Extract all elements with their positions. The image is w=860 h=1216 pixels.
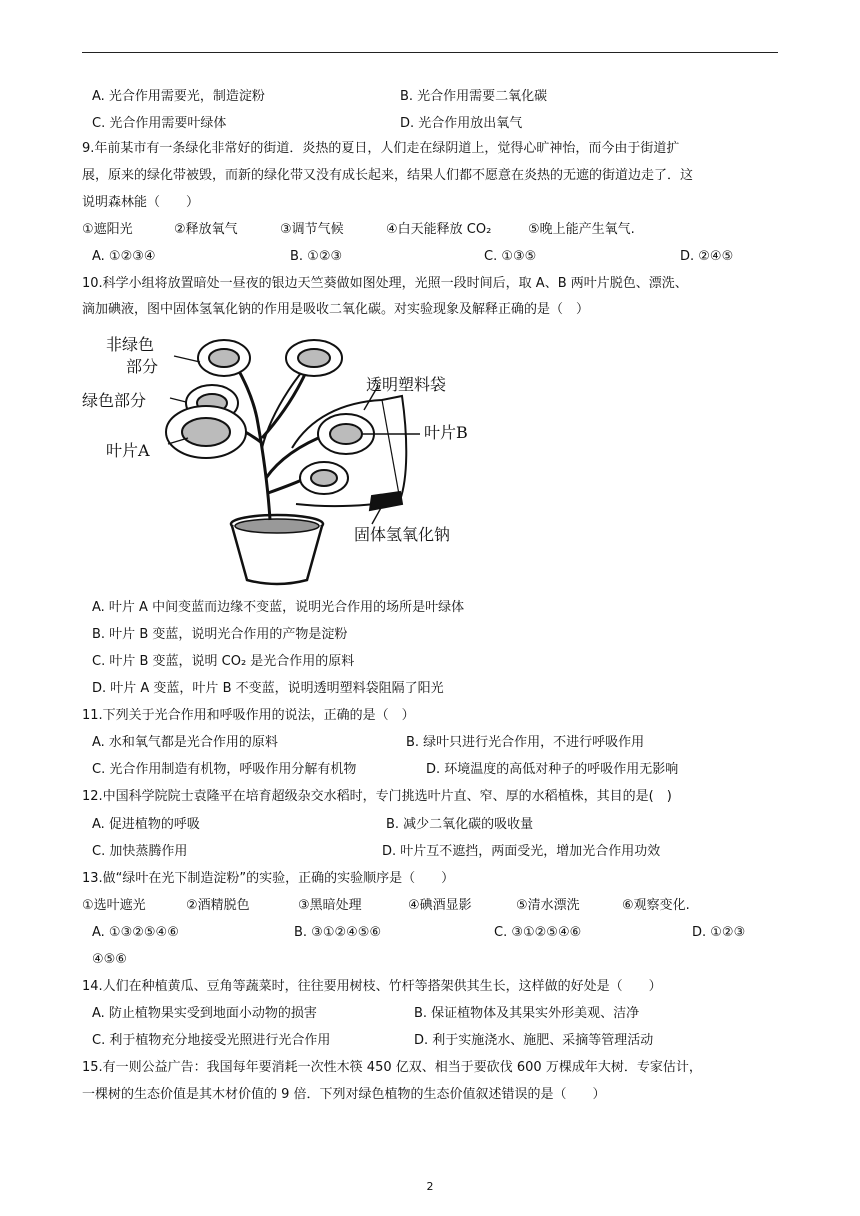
q11-option-c[interactable]: C. 光合作用制造有机物，呼吸作用分解有机物 bbox=[92, 762, 357, 777]
q13-item-1: ①选叶遮光 bbox=[82, 898, 146, 913]
q13-option-b[interactable]: B. ③①②④⑤⑥ bbox=[294, 925, 382, 940]
q10-stem-line-1: 10.科学小组将放置暗处一昼夜的银边天竺葵做如图处理，光照一段时间后，取 A、B 两叶片脱色、漂洗、 bbox=[82, 276, 688, 291]
q10-option-c[interactable]: C. 叶片 B 变蓝，说明 CO₂ 是光合作用的原料 bbox=[92, 654, 355, 669]
q9-option-b[interactable]: B. ①②③ bbox=[290, 249, 343, 264]
q9-item-4: ④白天能释放 CO₂ bbox=[386, 222, 492, 237]
q14-stem: 14.人们在种植黄瓜、豆角等蔬菜时，往往要用树枝、竹杆等搭架供其生长，这样做的好处是（ ） bbox=[82, 979, 662, 994]
q13-items-row bbox=[82, 896, 772, 916]
q13-item-3: ③黑暗处理 bbox=[298, 898, 362, 913]
q8-option-a[interactable]: A. 光合作用需要光，制造淀粉 bbox=[92, 89, 265, 104]
q9-item-1: ①遮阳光 bbox=[82, 222, 133, 237]
q14-options-row-2 bbox=[92, 1031, 782, 1051]
label-leaf-b: 叶片B bbox=[424, 423, 468, 442]
q10-option-b[interactable]: B. 叶片 B 变蓝，说明光合作用的产物是淀粉 bbox=[92, 627, 348, 642]
q9-option-c[interactable]: C. ①③⑤ bbox=[484, 249, 537, 264]
q11-option-d[interactable]: D. 环境温度的高低对种子的呼吸作用无影响 bbox=[426, 762, 679, 777]
q11-options-row-1 bbox=[92, 733, 782, 753]
q14-option-d[interactable]: D. 利于实施浇水、施肥、采摘等管理活动 bbox=[414, 1033, 654, 1048]
q9-options-row bbox=[92, 247, 782, 267]
leaf-lower-right-green bbox=[311, 470, 337, 486]
header-rule bbox=[82, 52, 778, 53]
leaf-top-left-green bbox=[209, 349, 239, 367]
q9-option-a[interactable]: A. ①②③④ bbox=[92, 249, 156, 264]
q12-stem: 12.中国科学院院士袁隆平在培育超级杂交水稻时，专门挑选叶片直、窄、厚的水稻植株，其目的是( ) bbox=[82, 789, 672, 804]
label-naoh: 固体氢氧化钠 bbox=[354, 525, 451, 544]
leaf-b-green bbox=[330, 424, 362, 444]
q12-options-row-2 bbox=[92, 842, 782, 862]
q9-stem-line-3: 说明森林能（ ） bbox=[82, 195, 200, 210]
q12-options-row-1 bbox=[92, 815, 782, 835]
q12-option-b[interactable]: B. 减少二氧化碳的吸收量 bbox=[386, 817, 534, 832]
q12-option-a[interactable]: A. 促进植物的呼吸 bbox=[92, 817, 200, 832]
q9-item-2: ②释放氧气 bbox=[174, 222, 238, 237]
geranium-experiment-figure bbox=[82, 328, 482, 590]
label-non-green-1: 非绿色 bbox=[106, 335, 155, 354]
q11-option-a[interactable]: A. 水和氧气都是光合作用的原料 bbox=[92, 735, 278, 750]
q13-options-row bbox=[92, 923, 782, 943]
q14-option-c[interactable]: C. 利于植物充分地接受光照进行光合作用 bbox=[92, 1033, 331, 1048]
leaf-a-green bbox=[182, 418, 230, 446]
q9-stem-line-1: 9.年前某市有一条绿化非常好的街道．炎热的夏日，人们走在绿阴道上，觉得心旷神怡，而今由于街道扩 bbox=[82, 141, 680, 156]
q8-option-d[interactable]: D. 光合作用放出氧气 bbox=[400, 116, 523, 131]
label-non-green-2: 部分 bbox=[126, 357, 159, 376]
naoh-solid bbox=[370, 492, 402, 510]
q10-option-d[interactable]: D. 叶片 A 变蓝，叶片 B 不变蓝，说明透明塑料袋阻隔了阳光 bbox=[92, 681, 444, 696]
q10-option-a[interactable]: A. 叶片 A 中间变蓝而边缘不变蓝，说明光合作用的场所是叶绿体 bbox=[92, 600, 465, 615]
q13-stem: 13.做“绿叶在光下制造淀粉”的实验，正确的实验顺序是（ ） bbox=[82, 871, 455, 886]
q13-item-5: ⑤清水漂洗 bbox=[516, 898, 580, 913]
q14-option-b[interactable]: B. 保证植物体及其果实外形美观、洁净 bbox=[414, 1006, 640, 1021]
q15-stem-line-1: 15.有一则公益广告：我国每年要消耗一次性木筷 450 亿双、相当于要砍伐 600 万棵成年大树．专家估计， bbox=[82, 1060, 702, 1075]
q13-option-a[interactable]: A. ①③②⑤④⑥ bbox=[92, 925, 179, 940]
q13-item-2: ②酒精脱色 bbox=[186, 898, 250, 913]
q9-option-d[interactable]: D. ②④⑤ bbox=[680, 249, 734, 264]
leaf-top-right-green bbox=[298, 349, 330, 367]
q13-option-d[interactable]: D. ①②③ bbox=[692, 925, 746, 940]
q12-option-d[interactable]: D. 叶片互不遮挡，两面受光，增加光合作用功效 bbox=[382, 844, 661, 859]
q11-option-b[interactable]: B. 绿叶只进行光合作用，不进行呼吸作用 bbox=[406, 735, 645, 750]
q11-options-row-2 bbox=[92, 760, 782, 780]
q13-item-6: ⑥观察变化. bbox=[622, 898, 690, 913]
q9-item-3: ③调节气候 bbox=[280, 222, 344, 237]
label-plastic-bag: 透明塑料袋 bbox=[366, 375, 447, 394]
flower-pot bbox=[231, 515, 323, 584]
q8-option-c[interactable]: C. 光合作用需要叶绿体 bbox=[92, 116, 227, 131]
q8-option-b[interactable]: B. 光合作用需要二氧化碳 bbox=[400, 89, 548, 104]
q9-items-row bbox=[82, 220, 772, 240]
q8-options-row-2 bbox=[92, 114, 782, 134]
q13-item-4: ④碘酒显影 bbox=[408, 898, 472, 913]
q9-item-5: ⑤晚上能产生氧气. bbox=[528, 222, 635, 237]
q14-option-a[interactable]: A. 防止植物果实受到地面小动物的损害 bbox=[92, 1006, 317, 1021]
q15-stem-line-2: 一棵树的生态价值是其木材价值的 9 倍．下列对绿色植物的生态价值叙述错误的是（ ） bbox=[82, 1087, 606, 1102]
q8-options-row-1 bbox=[92, 87, 782, 107]
q13-option-c[interactable]: C. ③①②⑤④⑥ bbox=[494, 925, 582, 940]
label-green-part: 绿色部分 bbox=[82, 391, 147, 410]
label-leaf-a: 叶片A bbox=[106, 441, 150, 460]
q14-options-row-1 bbox=[92, 1004, 782, 1024]
q9-stem-line-2: 展，原来的绿化带被毁，而新的绿化带又没有成长起来，结果人们都不愿意在炎热的无遮的街道边走了．这 bbox=[82, 168, 694, 183]
q13-option-d-continued: ④⑤⑥ bbox=[92, 952, 127, 967]
q12-option-c[interactable]: C. 加快蒸腾作用 bbox=[92, 844, 188, 859]
q11-stem: 11.下列关于光合作用和呼吸作用的说法，正确的是（ ） bbox=[82, 708, 415, 723]
page-number: 2 bbox=[426, 1180, 434, 1193]
plant-illustration bbox=[82, 328, 482, 590]
q10-stem-line-2: 滴加碘液，图中固体氢氧化钠的作用是吸收二氧化碳。对实验现象及解释正确的是（ ） bbox=[82, 302, 590, 317]
